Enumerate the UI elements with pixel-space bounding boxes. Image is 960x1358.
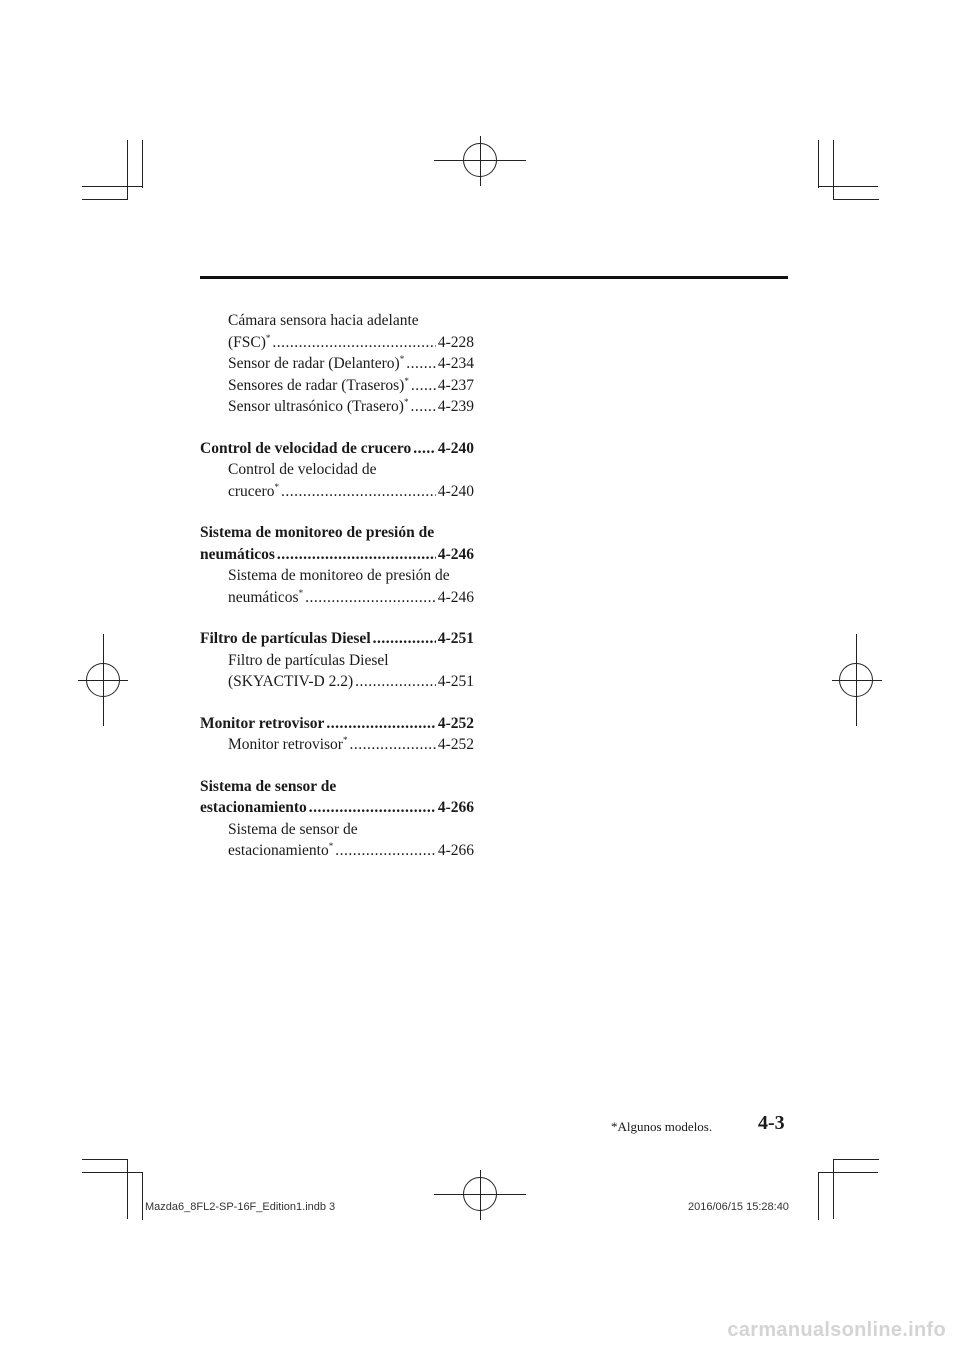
toc-entry-page: 4-234 (437, 355, 474, 372)
toc-entry-page: 4-252 (437, 714, 474, 732)
toc-entry (200, 332, 474, 354)
toc-entry-page: 4-252 (437, 736, 474, 753)
toc-entry-label: (FSC)* (228, 332, 271, 351)
toc-entry (200, 459, 474, 481)
leader-dots (277, 544, 436, 566)
toc-entry (200, 438, 474, 460)
toc-entry-page: 4-240 (437, 439, 474, 457)
asterisk-mark: * (399, 354, 405, 364)
leader-dots (410, 396, 435, 418)
toc-entry (200, 481, 474, 503)
leader-dots (309, 797, 436, 819)
leader-dots (406, 353, 436, 375)
page-number: 4-3 (758, 1112, 785, 1134)
toc-entry-label: (SKYACTIV-D 2.2) (228, 673, 354, 690)
toc-entry (200, 565, 474, 587)
toc-entry-page: 4-240 (437, 482, 474, 500)
toc-entry (200, 587, 474, 609)
header-rule (200, 276, 788, 279)
table-of-contents (200, 310, 474, 862)
leader-dots (349, 734, 435, 756)
file-info: Mazda6_8FL2-SP-16F_Edition1.indb 3 (145, 1201, 336, 1213)
toc-entry-label: crucero* (228, 481, 279, 500)
toc-entry-label: Cámara sensora hacia adelante (228, 312, 419, 329)
leader-dots (373, 628, 436, 650)
toc-entry (200, 628, 474, 650)
leader-dots (355, 671, 436, 693)
toc-entry-page: 4-246 (437, 588, 474, 606)
toc-entry-label: Sistema de sensor de (200, 777, 337, 795)
toc-entry (200, 650, 474, 672)
toc-entry-label: Control de velocidad de crucero (200, 439, 412, 457)
toc-entry (200, 819, 474, 841)
footnote: *Algunos modelos. (611, 1119, 713, 1134)
asterisk-mark: * (342, 735, 348, 745)
toc-entry (200, 353, 474, 375)
asterisk-mark: * (403, 397, 409, 407)
toc-entry (200, 396, 474, 418)
toc-entry-page: 4-251 (437, 630, 474, 647)
toc-entry-label: neumáticos (200, 545, 275, 563)
toc-entry (200, 671, 474, 693)
toc-entry-label: Sistema de sensor de (228, 820, 358, 838)
toc-entry-page: 4-246 (437, 545, 474, 563)
toc-entry-label: Sensores de radar (Traseros)* (228, 375, 409, 394)
toc-entry-label: Sistema de monitoreo de presión de (228, 567, 450, 584)
leader-dots (281, 481, 436, 503)
toc-entry (200, 713, 474, 735)
toc-entry-page: 4-251 (437, 673, 474, 690)
toc-entry-label: estacionamiento* (228, 841, 334, 859)
asterisk-mark: * (274, 481, 279, 492)
toc-entry-label: neumáticos* (228, 587, 304, 606)
toc-entry-page: 4-266 (437, 799, 474, 816)
toc-entry (200, 310, 474, 332)
toc-entry (200, 840, 474, 862)
toc-entry-label: Control de velocidad de (228, 461, 377, 478)
toc-entry-label: Monitor retrovisor (200, 714, 325, 732)
toc-entry (200, 544, 474, 566)
toc-entry-label: Filtro de partículas Diesel (200, 630, 371, 647)
toc-entry-label: Sensor ultrasónico (Trasero)* (228, 397, 409, 415)
asterisk-mark: * (298, 587, 304, 598)
leader-dots (335, 840, 436, 862)
asterisk-mark: * (265, 332, 271, 343)
leader-dots (272, 332, 435, 354)
toc-entry-label: Monitor retrovisor* (228, 735, 348, 753)
print-timestamp: 2016/06/15 15:28:40 (688, 1201, 789, 1213)
toc-entry (200, 776, 474, 798)
leader-dots (411, 375, 436, 397)
watermark: carmanualsonline.info (727, 1319, 946, 1341)
toc-entry-label: Sistema de monitoreo de presión de (200, 524, 435, 541)
leader-dots (326, 713, 435, 735)
toc-entry (200, 375, 474, 397)
asterisk-mark: * (404, 375, 409, 386)
toc-entry (200, 522, 474, 544)
toc-entry-page: 4-228 (437, 333, 474, 351)
toc-entry-label: estacionamiento (200, 799, 307, 816)
toc-entry-page: 4-266 (437, 842, 474, 859)
leader-dots (413, 438, 436, 460)
leader-dots (305, 587, 436, 609)
toc-entry-label: Sensor de radar (Delantero)* (228, 354, 405, 372)
toc-entry (200, 797, 474, 819)
toc-entry-page: 4-239 (437, 398, 474, 415)
toc-entry-page: 4-237 (437, 376, 474, 394)
toc-entry-label: Filtro de partículas Diesel (228, 651, 389, 669)
asterisk-mark: * (328, 841, 334, 851)
toc-entry (200, 734, 474, 756)
